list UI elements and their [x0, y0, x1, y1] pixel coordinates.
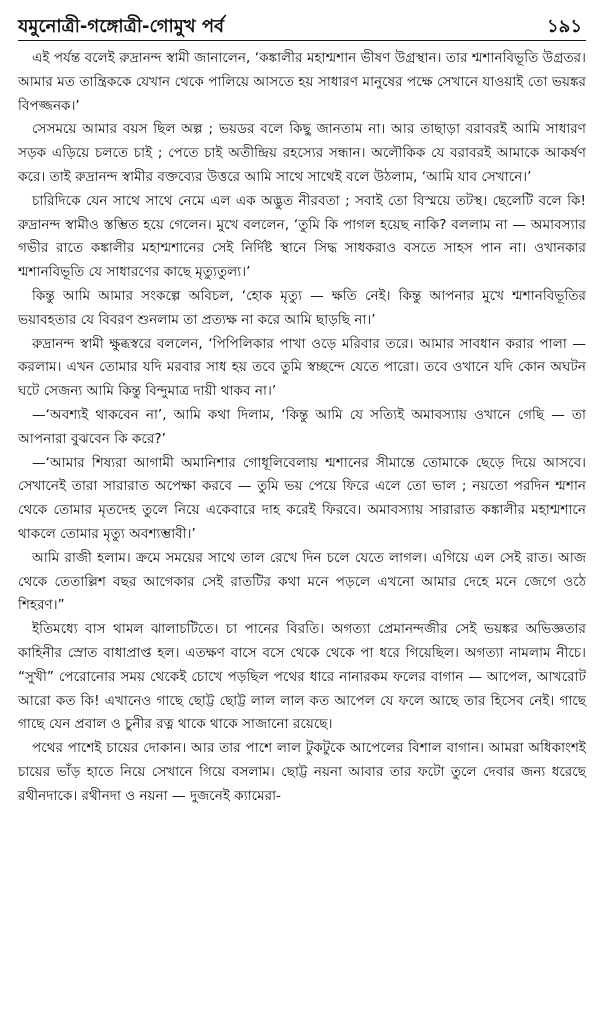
- paragraph-10: পথের পাশেই চায়ের দোকান। আর তার পাশে লাল টুকটুকে আপেলের বিশাল বাগান। আমরা অধিকাংশই চায়ের ভাঁড় হাতে নিয়ে সেখানে গিয়ে বসলাম। ছোট্ট নয়না আবার তার ফটো তুলে দেবার জন্য ধরেছে রথীনদাকে। রথীনদা ও নয়না — দুজনেই ক্যামেরা-: [18, 740, 586, 804]
- running-header: [18, 8, 586, 41]
- body-text: [18, 47, 586, 809]
- paragraph-9: ইতিমধ্যে বাস থামল ঝালাচটিতে। চা পানের বিরতি। অগত্যা প্রেমানন্দজীর সেই ভয়ঙ্কর অভিজ্ঞতার কাহিনীর স্রোত বাধাপ্রাপ্ত হল। এতক্ষণ বাসে বসে থেকে থেকে পা ধরে গিয়েছিল। অগত্যা নামলাম নীচে। “সুখী” পেরোনোর সময় থেকেই চোখে পড়ছিল পথের ধারে নানারকম ফলের বাগান — আপেল, আখরোট আরো কত কি! এখানেও গাছে ছোট্ট ছোট্ট লাল লাল কত আপেল যে ফলে আছে তার হিসেব নেই। গাছে গাছে যেন প্রবাল ও চুনীর রত্ন থাকে থাকে সাজানো রয়েছে।: [18, 621, 586, 733]
- page-number: ১৯১: [546, 16, 582, 37]
- paragraph-5: রুদ্রানন্দ স্বামী ক্ষুব্ধস্বরে বললেন, ‘পিপিলিকার পাখা ওড়ে মরিবার তরে। আমার সাবধান করার পালা — করলাম। এখন তোমার যদি মরবার সাধ হয় তবে তুমি স্বচ্ছন্দে যেতে পারো। তবে ওখানে যদি কোন অঘটন ঘটে সেজন্য আমি কিন্তু বিন্দুমাত্র দায়ী থাকব না।’: [18, 335, 586, 400]
- paragraph-2: সেসময়ে আমার বয়স ছিল অল্প ; ভয়ডর বলে কিছু জানতাম না। আর তাছাড়া বরাবরই আমি সাধারণ সড়ক এড়িয়ে চলতে চাই ; পেতে চাই অতীন্দ্রিয় রহস্যের সন্ধান। অলৌকিক যে বরাবরই আমাকে আকর্ষণ করে। তাই রুদ্রানন্দ স্বামীর বক্তব্যের উত্তরে আমি সাথে সাথেই বলে উঠলাম, ‘আমি যাব সেখানে।’: [18, 121, 586, 185]
- chapter-title: যমুনোত্রী-গঙ্গোত্রী-গোমুখ পর্ব: [18, 16, 225, 37]
- paragraph-6: —‘অবশ্যই থাকবেন না’, আমি কথা দিলাম, ‘কিন্তু আমি যে সত্যিই অমাবস্যায় ওখানে গেছি — তা আপনারা বুঝবেন কি করে?’: [18, 406, 586, 447]
- paragraph-7: —‘আমার শিষ্যরা আগামী অমানিশার গোধূলিবেলায় শ্মশানের সীমান্তে তোমাকে ছেড়ে দিয়ে আসবে। সেখানেই তারা সারারাত অপেক্ষা করবে — তুমি ভয় পেয়ে ফিরে এলে তো ভাল ; নয়তো পরদিন শ্মশান থেকে তোমার মৃতদেহ তুলে নিয়ে একেবারে দাহ করেই ফিরবে। অমাবস্যায় সারারাত কঙ্কালীর মহাশ্মশানে থাকলে তোমার মৃত্যু অবশ্যম্ভাবী।’: [18, 454, 586, 542]
- paragraph-4: কিন্তু আমি আমার সংকল্পে অবিচল, ‘হোক মৃত্যু — ক্ষতি নেই। কিন্তু আপনার মুখে শ্মশানবিভূতির ভয়াবহতার যে বিবরণ শুনলাম তা প্রত্যক্ষ না করে আমি ছাড়ছি না।’: [18, 287, 586, 328]
- paragraph-3: চারিদিকে যেন সাথে সাথে নেমে এল এক অদ্ভুত নীরবতা ; সবাই তো বিস্ময়ে তটস্থ। ছেলেটি বলে কি! রুদ্রানন্দ স্বামীও স্তম্ভিত হয়ে গেলেন। মুখে বললেন, ‘তুমি কি পাগল হয়েছ নাকি? বললাম না — অমাবস্যার গভীর রাতে কঙ্কালীর মহাশ্মশানের সেই নির্দিষ্ট স্থানে সিদ্ধ সাধকরাও বসতে সাহস পান না। ওখানকার শ্মশানবিভূতি যে সাধারণের কাছে মৃত্যুতুল্য।’: [18, 192, 586, 281]
- paragraph-1: এই পর্যন্ত বলেই রুদ্রানন্দ স্বামী জানালেন, ‘কঙ্কালীর মহাশ্মশান ভীষণ উগ্রস্থান। তার শ্মশানবিভূতি উগ্রতর। আমার মত তান্ত্রিককে যেখান থেকে পালিয়ে আসতে হয় সাধারণ মানুষের পক্ষে সেখানে যাওয়াই তো ভয়ঙ্কর বিপজ্জনক।’: [18, 50, 586, 114]
- paragraph-8: আমি রাজী হলাম। ক্রমে সময়ের সাথে তাল রেখে দিন চলে যেতে লাগল। এগিয়ে এল সেই রাত। আজ থেকে তেতাল্লিশ বছর আগেকার সেই রাতটির কথা মনে পড়লে এখনো আমার দেহে মনে জেগে ওঠে শিহরণ।”: [18, 549, 586, 614]
